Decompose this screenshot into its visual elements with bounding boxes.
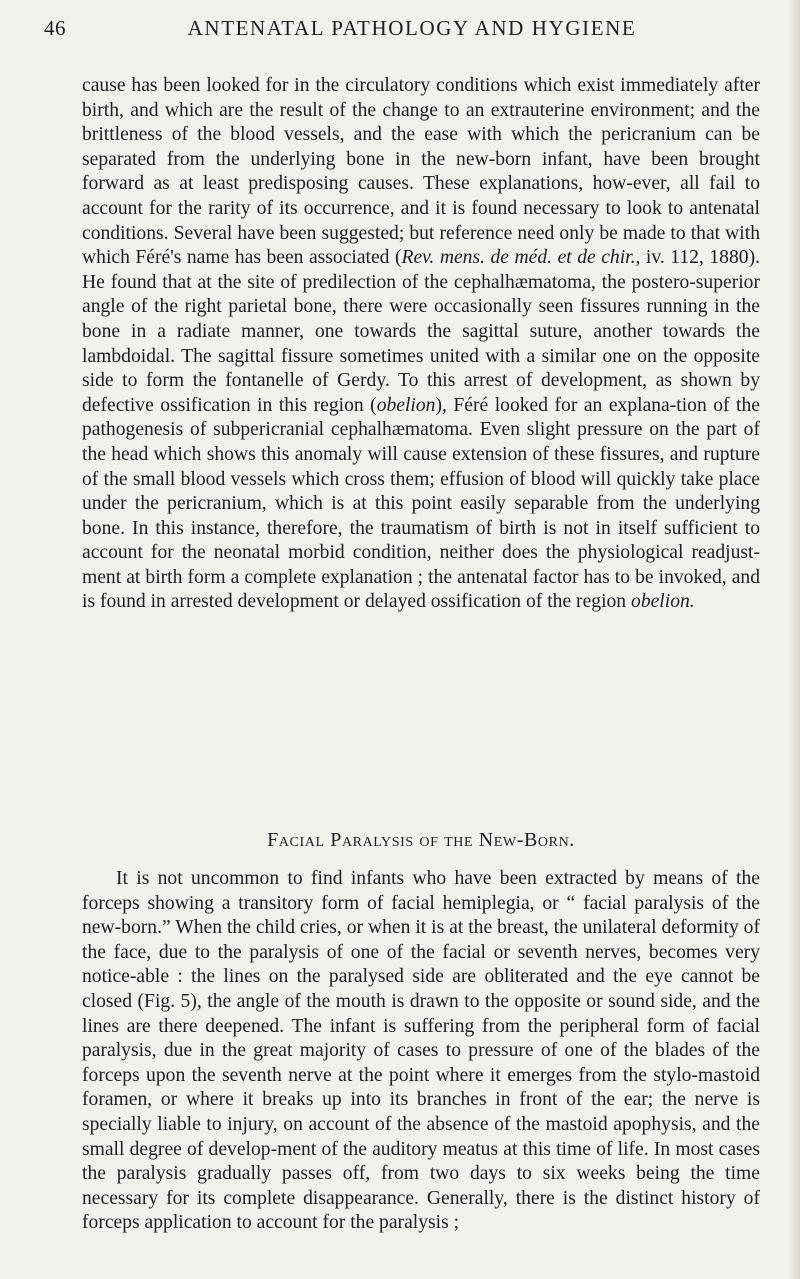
paragraph-text: It is not uncommon to find infants who have been extracted by means of the forceps showing a transitory form of facial hemiplegia, or “ facial paralysis of the new-born.” When the child cries, or when it is at the breast, the unilateral deformity of the face, due to the paralysis of one of the facial or seventh nerves, becomes very notice-able : the lines on the paralysed side are obliterated and the eye cannot be closed (Fig. 5), the angle of the mouth is drawn to the opposite or sound side, and the lines are there deepened. The infant is suffering from the peripheral form of facial paralysis, due in the great majority of cases to pressure of one of the blades of the forceps upon the seventh nerve at the point where it emerges from the stylo-mastoid foramen, or where it breaks up into its branches in front of the ear; the nerve is specially liable to injury, on account of the absence of the mastoid apophysis, and the small degree of develop-ment of the auditory meatus at this time of life. In most cases the paralysis gradually passes off, from two days to six weeks being the time necessary for its complete disappearance. Generally, there is the distinct history of forceps application to account for the paralysis ; xyxy=(82,868,760,1234)
section-heading: Facial Paralysis of the New-Born. xyxy=(267,829,575,851)
paragraph-obelion xyxy=(82,74,760,615)
citation-italic: Rev. mens. de méd. et de chir., xyxy=(401,247,641,269)
paragraph-text-a: cause has been looked for in the circulatory conditions which exist immediately after birth, and which are the result of the change to an extrauterine environment; and the brittleness of the blood vessels, and the ease with which the pericranium can be separated from the underlying bone in the new-born infant, have been brought forward as at least predisposing causes. These explanations, how-ever, all fail to account for the rarity of its occurrence, and it is found necessary to look to antenatal conditions. Several have been suggested; but reference need only be made to that with which Féré's name has been associated ( xyxy=(82,75,760,269)
term-obelion: obelion xyxy=(376,394,436,416)
paragraph-text-c: ), Féré looked for an explana-tion of the pathogenesis of subpericranial cephalhæmatoma. Even slight pressure on the part of the head which shows this anomaly will cause extension of these fissures, and rupture of the small blood vessels which cross them; effusion of blood will quickly take place under the pericranium, which is at this point easily separable from the underlying bone. In this instance, therefore, the traumatism of birth is not in itself sufficient to account for the neonatal morbid condition, neither does the physiological readjust-ment at birth form a complete explanation ; the antenatal factor has to be invoked, and is found in arrested development or delayed ossification of the region xyxy=(82,394,760,613)
page-edge-shadow xyxy=(788,0,800,1279)
running-head: ANTENATAL PATHOLOGY AND HYGIENE xyxy=(187,16,637,40)
paragraph-text xyxy=(82,74,760,615)
paragraph-text-b: iv. 112, 1880). He found that at the site of predilection of the cephalhæmatoma, the postero-superior angle of the right parietal bone, there were occasionally seen fissures running in the bone in a radiate manner, one towards the sagittal suture, another towards the lambdoidal. The sagittal fissure sometimes united with a similar one on the opposite side to form the fontanelle of Gerdy. To this arrest of development, as shown by defective ossification in this region ( xyxy=(82,247,760,416)
paragraph-facial-paralysis xyxy=(82,867,760,1236)
page-header xyxy=(44,12,744,46)
page-number: 46 xyxy=(44,16,66,40)
term-obelion-end: obelion. xyxy=(631,591,695,613)
